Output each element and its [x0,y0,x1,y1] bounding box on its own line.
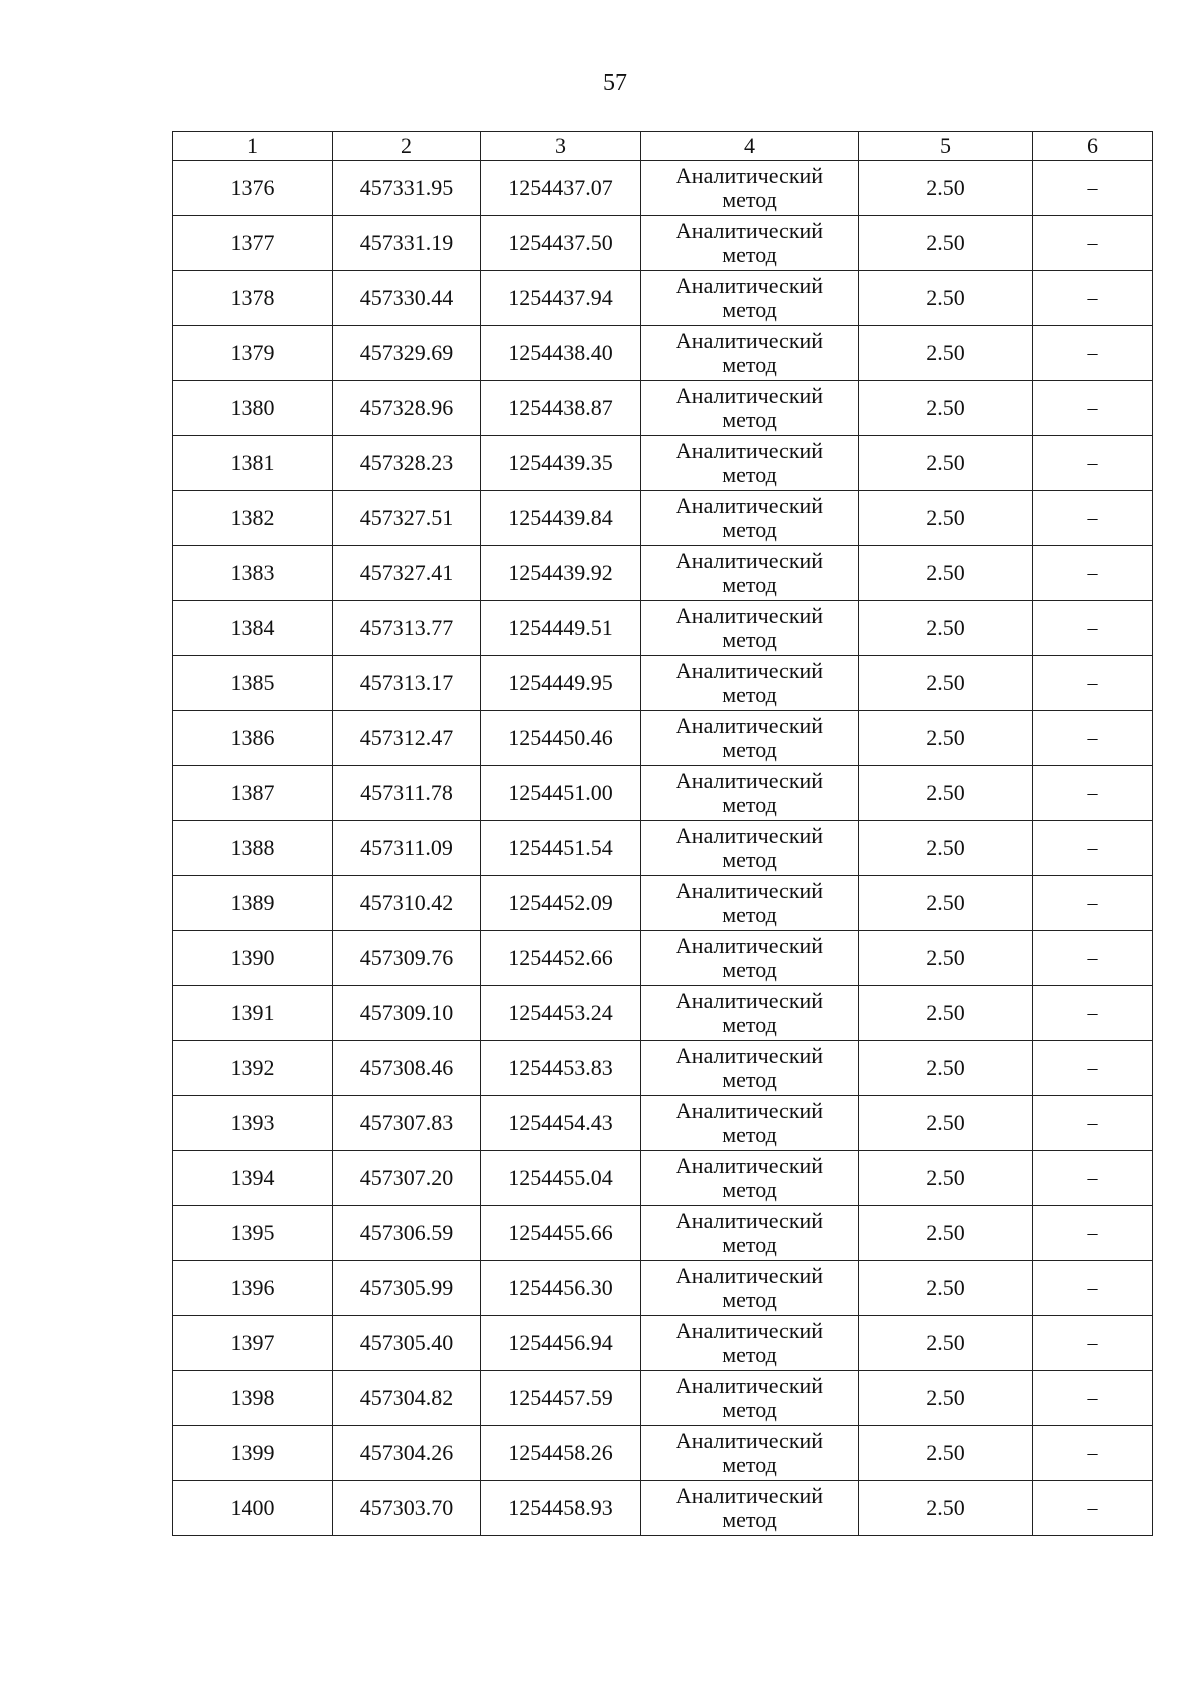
cell-method [641,931,859,986]
cell-y-coordinate: 1254452.66 [481,931,641,986]
method-line-1: Аналитический [675,1428,824,1453]
cell-y-coordinate: 1254451.54 [481,821,641,876]
coordinates-table [172,131,1153,1536]
method-line-1: Аналитический [675,878,824,903]
cell-x-coordinate: 457304.82 [333,1371,481,1426]
cell-accuracy: 2.50 [859,161,1033,216]
table-row [173,711,1153,766]
cell-accuracy: 2.50 [859,326,1033,381]
cell-x-coordinate: 457312.47 [333,711,481,766]
cell-y-coordinate: 1254454.43 [481,1096,641,1151]
cell-method [641,1481,859,1536]
header-col-2: 2 [333,132,481,161]
method-line-2: метод [722,627,777,652]
cell-method [641,876,859,931]
method-line-1: Аналитический [675,768,824,793]
method-line-2: метод [722,462,777,487]
method-line-2: метод [722,352,777,377]
cell-x-coordinate: 457330.44 [333,271,481,326]
cell-dash: – [1033,656,1153,711]
cell-point-number: 1389 [173,876,333,931]
cell-dash: – [1033,1151,1153,1206]
table-row [173,1316,1153,1371]
cell-method [641,546,859,601]
cell-dash: – [1033,1371,1153,1426]
cell-accuracy: 2.50 [859,1261,1033,1316]
cell-accuracy: 2.50 [859,986,1033,1041]
table-row [173,601,1153,656]
cell-point-number: 1395 [173,1206,333,1261]
cell-dash: – [1033,821,1153,876]
table-row [173,1151,1153,1206]
header-col-3: 3 [481,132,641,161]
method-line-1: Аналитический [675,1208,824,1233]
cell-accuracy: 2.50 [859,876,1033,931]
table-row [173,381,1153,436]
method-line-2: метод [722,1177,777,1202]
cell-accuracy: 2.50 [859,656,1033,711]
cell-dash: – [1033,1206,1153,1261]
cell-y-coordinate: 1254437.07 [481,161,641,216]
table-row [173,161,1153,216]
cell-x-coordinate: 457331.19 [333,216,481,271]
cell-point-number: 1382 [173,491,333,546]
cell-y-coordinate: 1254438.87 [481,381,641,436]
cell-accuracy: 2.50 [859,1096,1033,1151]
header-col-1: 1 [173,132,333,161]
cell-point-number: 1376 [173,161,333,216]
cell-point-number: 1398 [173,1371,333,1426]
method-line-2: метод [722,957,777,982]
cell-y-coordinate: 1254438.40 [481,326,641,381]
cell-x-coordinate: 457304.26 [333,1426,481,1481]
cell-point-number: 1379 [173,326,333,381]
cell-dash: – [1033,161,1153,216]
cell-y-coordinate: 1254457.59 [481,1371,641,1426]
method-line-2: метод [722,572,777,597]
cell-y-coordinate: 1254453.83 [481,1041,641,1096]
cell-x-coordinate: 457308.46 [333,1041,481,1096]
cell-dash: – [1033,766,1153,821]
table-header-row [173,132,1153,161]
cell-dash: – [1033,986,1153,1041]
cell-point-number: 1399 [173,1426,333,1481]
cell-point-number: 1378 [173,271,333,326]
method-line-2: метод [722,847,777,872]
header-col-6: 6 [1033,132,1153,161]
cell-accuracy: 2.50 [859,931,1033,986]
cell-x-coordinate: 457327.51 [333,491,481,546]
cell-point-number: 1394 [173,1151,333,1206]
method-line-1: Аналитический [675,713,824,738]
cell-x-coordinate: 457306.59 [333,1206,481,1261]
method-line-1: Аналитический [675,658,824,683]
cell-method [641,491,859,546]
method-line-1: Аналитический [675,1098,824,1123]
cell-x-coordinate: 457305.40 [333,1316,481,1371]
method-line-2: метод [722,1232,777,1257]
method-line-2: метод [722,737,777,762]
cell-x-coordinate: 457313.17 [333,656,481,711]
cell-y-coordinate: 1254453.24 [481,986,641,1041]
cell-dash: – [1033,1426,1153,1481]
method-line-1: Аналитический [675,1263,824,1288]
cell-point-number: 1396 [173,1261,333,1316]
cell-y-coordinate: 1254439.92 [481,546,641,601]
cell-accuracy: 2.50 [859,711,1033,766]
cell-dash: – [1033,1316,1153,1371]
cell-y-coordinate: 1254439.84 [481,491,641,546]
header-col-5: 5 [859,132,1033,161]
method-line-2: метод [722,242,777,267]
cell-point-number: 1377 [173,216,333,271]
table-row [173,436,1153,491]
table-row [173,1261,1153,1316]
cell-dash: – [1033,1096,1153,1151]
cell-x-coordinate: 457331.95 [333,161,481,216]
cell-accuracy: 2.50 [859,1371,1033,1426]
method-line-1: Аналитический [675,823,824,848]
cell-y-coordinate: 1254437.94 [481,271,641,326]
cell-y-coordinate: 1254458.93 [481,1481,641,1536]
cell-dash: – [1033,546,1153,601]
method-line-1: Аналитический [675,328,824,353]
table-row [173,656,1153,711]
cell-y-coordinate: 1254439.35 [481,436,641,491]
cell-dash: – [1033,491,1153,546]
cell-method [641,601,859,656]
cell-accuracy: 2.50 [859,1426,1033,1481]
table-row [173,491,1153,546]
cell-point-number: 1388 [173,821,333,876]
cell-x-coordinate: 457313.77 [333,601,481,656]
cell-y-coordinate: 1254449.51 [481,601,641,656]
cell-method [641,1371,859,1426]
cell-method [641,1096,859,1151]
table-row [173,326,1153,381]
cell-dash: – [1033,711,1153,766]
method-line-2: метод [722,792,777,817]
cell-method [641,326,859,381]
table-row [173,1371,1153,1426]
cell-method [641,1316,859,1371]
cell-x-coordinate: 457309.10 [333,986,481,1041]
cell-point-number: 1392 [173,1041,333,1096]
cell-dash: – [1033,326,1153,381]
cell-method [641,1041,859,1096]
method-line-2: метод [722,1287,777,1312]
cell-method [641,216,859,271]
cell-method [641,821,859,876]
cell-accuracy: 2.50 [859,216,1033,271]
table-row [173,1481,1153,1536]
cell-y-coordinate: 1254455.04 [481,1151,641,1206]
method-line-2: метод [722,1452,777,1477]
cell-point-number: 1386 [173,711,333,766]
cell-y-coordinate: 1254450.46 [481,711,641,766]
method-line-1: Аналитический [675,163,824,188]
cell-dash: – [1033,436,1153,491]
method-line-2: метод [722,1012,777,1037]
cell-y-coordinate: 1254456.94 [481,1316,641,1371]
method-line-1: Аналитический [675,1043,824,1068]
method-line-2: метод [722,297,777,322]
cell-point-number: 1381 [173,436,333,491]
method-line-2: метод [722,407,777,432]
cell-x-coordinate: 457328.96 [333,381,481,436]
cell-y-coordinate: 1254458.26 [481,1426,641,1481]
cell-x-coordinate: 457307.83 [333,1096,481,1151]
table-row [173,271,1153,326]
cell-accuracy: 2.50 [859,601,1033,656]
cell-x-coordinate: 457309.76 [333,931,481,986]
cell-method [641,1261,859,1316]
cell-method [641,271,859,326]
cell-x-coordinate: 457329.69 [333,326,481,381]
cell-dash: – [1033,1261,1153,1316]
method-line-2: метод [722,1507,777,1532]
table-row [173,876,1153,931]
method-line-2: метод [722,517,777,542]
cell-method [641,1206,859,1261]
method-line-1: Аналитический [675,548,824,573]
method-line-2: метод [722,1122,777,1147]
cell-y-coordinate: 1254451.00 [481,766,641,821]
cell-accuracy: 2.50 [859,1206,1033,1261]
method-line-2: метод [722,682,777,707]
cell-accuracy: 2.50 [859,491,1033,546]
cell-accuracy: 2.50 [859,271,1033,326]
method-line-1: Аналитический [675,273,824,298]
cell-method [641,161,859,216]
method-line-1: Аналитический [675,1483,824,1508]
cell-point-number: 1400 [173,1481,333,1536]
cell-accuracy: 2.50 [859,1041,1033,1096]
cell-dash: – [1033,216,1153,271]
table-row [173,766,1153,821]
cell-method [641,766,859,821]
cell-dash: – [1033,1041,1153,1096]
method-line-1: Аналитический [675,383,824,408]
method-line-2: метод [722,187,777,212]
method-line-2: метод [722,1342,777,1367]
cell-y-coordinate: 1254456.30 [481,1261,641,1316]
cell-point-number: 1383 [173,546,333,601]
cell-x-coordinate: 457307.20 [333,1151,481,1206]
cell-x-coordinate: 457303.70 [333,1481,481,1536]
method-line-1: Аналитический [675,1318,824,1343]
table-row [173,821,1153,876]
cell-dash: – [1033,271,1153,326]
cell-y-coordinate: 1254455.66 [481,1206,641,1261]
cell-point-number: 1387 [173,766,333,821]
cell-accuracy: 2.50 [859,1481,1033,1536]
method-line-2: метод [722,902,777,927]
cell-point-number: 1390 [173,931,333,986]
table-row [173,986,1153,1041]
cell-point-number: 1393 [173,1096,333,1151]
method-line-1: Аналитический [675,1153,824,1178]
method-line-2: метод [722,1067,777,1092]
method-line-1: Аналитический [675,438,824,463]
cell-accuracy: 2.50 [859,821,1033,876]
cell-x-coordinate: 457305.99 [333,1261,481,1316]
cell-accuracy: 2.50 [859,436,1033,491]
table-row [173,1206,1153,1261]
cell-dash: – [1033,381,1153,436]
cell-point-number: 1391 [173,986,333,1041]
method-line-1: Аналитический [675,603,824,628]
method-line-2: метод [722,1397,777,1422]
cell-accuracy: 2.50 [859,766,1033,821]
header-col-4: 4 [641,132,859,161]
table-row [173,1426,1153,1481]
table-row [173,216,1153,271]
cell-accuracy: 2.50 [859,1151,1033,1206]
table-body [173,161,1153,1536]
cell-x-coordinate: 457310.42 [333,876,481,931]
cell-method [641,656,859,711]
cell-method [641,986,859,1041]
cell-method [641,436,859,491]
cell-dash: – [1033,876,1153,931]
cell-method [641,711,859,766]
cell-dash: – [1033,931,1153,986]
cell-dash: – [1033,601,1153,656]
cell-point-number: 1397 [173,1316,333,1371]
cell-y-coordinate: 1254449.95 [481,656,641,711]
method-line-1: Аналитический [675,1373,824,1398]
cell-dash: – [1033,1481,1153,1536]
cell-y-coordinate: 1254452.09 [481,876,641,931]
cell-x-coordinate: 457311.78 [333,766,481,821]
table-row [173,546,1153,601]
cell-method [641,1151,859,1206]
table-row [173,931,1153,986]
table-row [173,1096,1153,1151]
cell-accuracy: 2.50 [859,1316,1033,1371]
cell-point-number: 1380 [173,381,333,436]
cell-point-number: 1384 [173,601,333,656]
cell-x-coordinate: 457328.23 [333,436,481,491]
table-row [173,1041,1153,1096]
cell-x-coordinate: 457311.09 [333,821,481,876]
cell-accuracy: 2.50 [859,381,1033,436]
method-line-1: Аналитический [675,493,824,518]
method-line-1: Аналитический [675,218,824,243]
page-number: 57 [603,70,627,96]
cell-x-coordinate: 457327.41 [333,546,481,601]
cell-y-coordinate: 1254437.50 [481,216,641,271]
cell-method [641,381,859,436]
cell-method [641,1426,859,1481]
cell-point-number: 1385 [173,656,333,711]
cell-accuracy: 2.50 [859,546,1033,601]
method-line-1: Аналитический [675,933,824,958]
method-line-1: Аналитический [675,988,824,1013]
